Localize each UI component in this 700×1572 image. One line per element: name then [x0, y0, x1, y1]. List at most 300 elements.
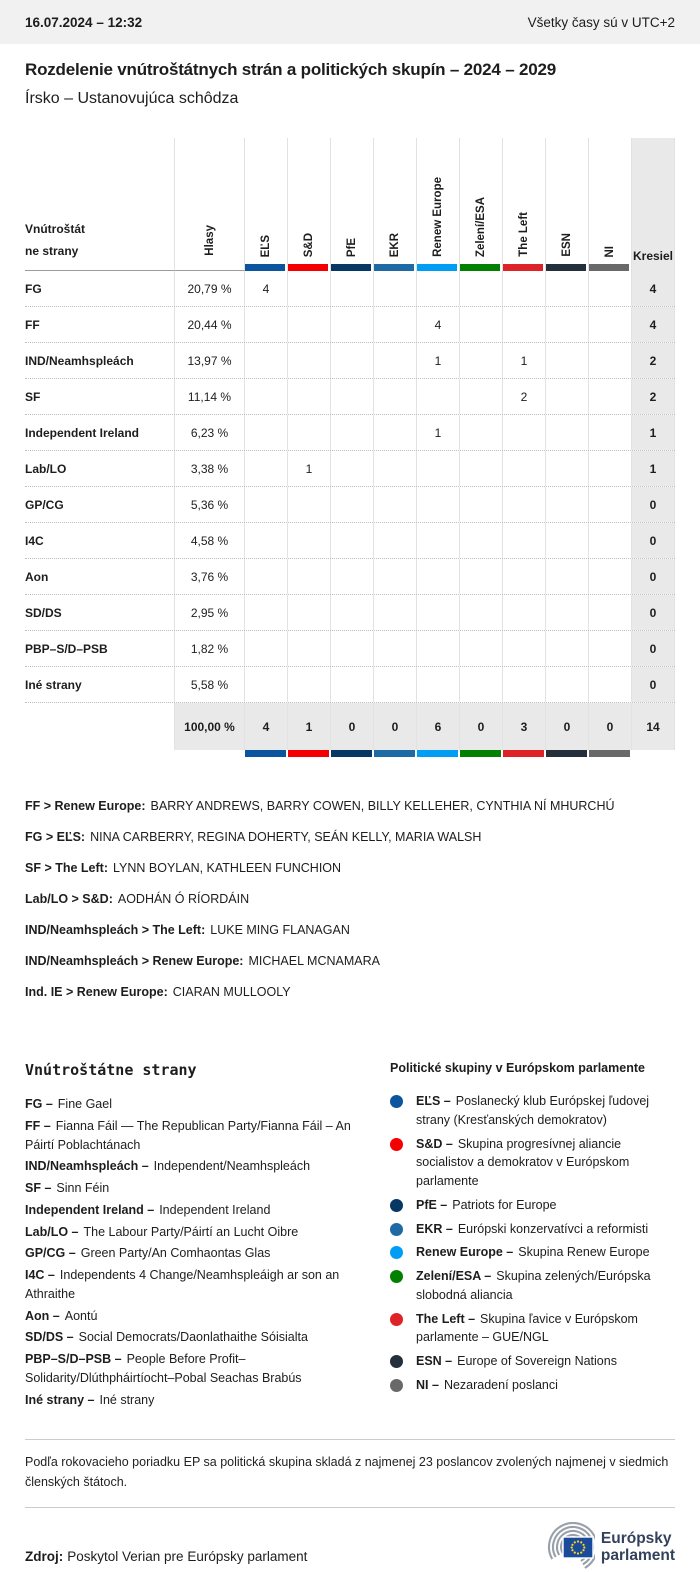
group-legend-text [416, 1092, 675, 1130]
group-color-swatch [546, 264, 586, 271]
group-code: Zelení/ESA – [416, 1269, 492, 1283]
party-column-header [25, 138, 175, 271]
group-column-header [331, 138, 374, 271]
party-code: FF – [25, 1118, 51, 1133]
party-cell: Aon [25, 559, 175, 594]
party-code: IND/Neamhspleách – [25, 1159, 149, 1174]
delegation-prefix: FG > EĽS: [25, 830, 86, 844]
seat-count-cell [546, 631, 589, 666]
group-color-bar-swatch [245, 750, 286, 757]
seat-count-cell [331, 343, 374, 378]
delegation-line [25, 830, 675, 844]
delegation-names: CIARAN MULLOOLY [172, 985, 291, 999]
group-fullname: Skupina ľavice v Európskom parlamente – GUE/NGL [416, 1311, 638, 1345]
seat-count-cell [546, 595, 589, 630]
seat-count-cell [288, 667, 331, 702]
group-color-bar [460, 750, 503, 757]
seat-count-cell: 4 [245, 271, 288, 306]
party-fullname: Fianna Fáil — The Republican Party/Fianna Fáil – An Páirtí Poblachtánach [25, 1118, 351, 1152]
seat-count-cell [245, 667, 288, 702]
table-body [25, 271, 675, 703]
seat-count-cell [245, 559, 288, 594]
group-color-bar [503, 750, 546, 757]
group-fullname: Skupina zelených/Európska slobodná aliancia [416, 1269, 651, 1302]
ep-logo-text [601, 1530, 675, 1564]
seat-count-cell [374, 379, 417, 414]
seat-count-cell [546, 307, 589, 342]
table-row [25, 487, 675, 523]
seat-count-cell [245, 523, 288, 558]
group-column-header [460, 138, 503, 271]
group-color-dot [390, 1355, 403, 1368]
group-column-header [589, 138, 632, 271]
party-code: Iné strany – [25, 1392, 95, 1407]
seats-column-header-label: Kresiel [632, 249, 674, 263]
seat-count-cell [374, 271, 417, 306]
group-color-swatch [417, 264, 457, 271]
seat-count-cell [503, 595, 546, 630]
seat-count-cell [503, 451, 546, 486]
source-text: Poskytol Verian pre Európsky parlament [67, 1549, 308, 1564]
party-cell: IND/Neamhspleách [25, 343, 175, 378]
party-code: SD/DS – [25, 1330, 74, 1345]
party-cell: Lab/LO [25, 451, 175, 486]
seat-count-cell [288, 523, 331, 558]
party-fullname: Social Democrats/Daonlathaithe Sóisialta [78, 1330, 308, 1345]
votes-cell: 11,14 % [175, 379, 245, 414]
seat-count-cell [288, 379, 331, 414]
group-color-bar-swatch [374, 750, 415, 757]
seat-count-cell [546, 415, 589, 450]
top-bar [0, 0, 700, 44]
party-legend-item [25, 1223, 370, 1242]
delegation-names: MICHAEL MCNAMARA [248, 954, 380, 968]
party-legend-item [25, 1201, 370, 1220]
delegation-prefix: FF > Renew Europe: [25, 799, 146, 813]
seat-count-cell [288, 415, 331, 450]
seat-count-cell [245, 307, 288, 342]
group-name-label: ESN [561, 233, 573, 257]
delegation-names: LYNN BOYLAN, KATHLEEN FUNCHION [113, 861, 342, 875]
group-color-bar-swatch [589, 750, 630, 757]
seat-count-cell [331, 595, 374, 630]
group-legend-text [416, 1310, 675, 1348]
page-title: Rozdelenie vnútroštátnych strán a politických skupín – 2024 – 2029 [25, 60, 556, 79]
party-fullname: Iné strany [99, 1392, 155, 1407]
group-name-label: EKR [389, 232, 401, 257]
votes-cell: 1,82 % [175, 631, 245, 666]
seat-count-cell [417, 487, 460, 522]
total-seats-cell: 1 [632, 415, 675, 450]
party-fullname: Fine Gael [57, 1097, 112, 1111]
group-legend-text [416, 1352, 617, 1371]
seat-count-cell [589, 307, 632, 342]
seat-count-cell [288, 559, 331, 594]
votes-cell: 6,23 % [175, 415, 245, 450]
seat-count-cell: 1 [417, 415, 460, 450]
party-fullname: People Before Profit–Solidarity/Dlúthpháirtíocht–Pobal Seachas Brabús [25, 1352, 302, 1385]
group-color-swatch [374, 264, 414, 271]
seat-count-cell: 2 [503, 379, 546, 414]
votes-cell: 13,97 % [175, 343, 245, 378]
seat-count-cell [546, 451, 589, 486]
seat-count-cell [546, 379, 589, 414]
votes-cell: 3,76 % [175, 559, 245, 594]
table-row [25, 271, 675, 307]
seat-count-cell: 4 [245, 703, 288, 750]
group-color-swatch [589, 264, 629, 271]
seat-count-cell [417, 523, 460, 558]
seat-count-cell [589, 451, 632, 486]
seat-count-cell: 1 [417, 343, 460, 378]
group-code: ESN – [416, 1354, 453, 1368]
seat-count-cell [503, 523, 546, 558]
group-fullname: Skupina progresívnej aliancie socialistov a demokratov v Európskom parlamente [416, 1136, 630, 1188]
group-color-dot [390, 1313, 403, 1326]
group-color-bar [374, 750, 417, 757]
seat-count-cell [245, 415, 288, 450]
table-total-row-slot [25, 703, 675, 750]
seat-count-cell [374, 595, 417, 630]
group-color-swatch [460, 264, 500, 271]
seat-count-cell [546, 667, 589, 702]
party-code: SF – [25, 1181, 52, 1195]
total-seats-cell: 0 [632, 667, 675, 702]
delegation-line [25, 892, 675, 906]
party-legend-item [25, 1391, 370, 1410]
group-column-header [417, 138, 460, 271]
table-row [25, 631, 675, 667]
group-color-bar [589, 750, 632, 757]
party-fullname: Independent Ireland [159, 1202, 271, 1217]
seat-count-cell [460, 631, 503, 666]
group-color-bar [245, 750, 288, 757]
seat-count-cell [460, 271, 503, 306]
party-legend-item [25, 1350, 370, 1388]
group-code: Renew Europe – [416, 1245, 514, 1260]
seat-count-cell: 6 [417, 703, 460, 750]
seat-count-cell [245, 379, 288, 414]
votes-cell: 5,58 % [175, 667, 245, 702]
party-legend-item [25, 1095, 370, 1114]
seat-count-cell [589, 595, 632, 630]
seat-count-cell: 4 [417, 307, 460, 342]
total-seats-cell: 0 [632, 487, 675, 522]
timezone-note: Všetky časy sú v UTC+2 [527, 14, 675, 30]
votes-cell: 20,44 % [175, 307, 245, 342]
seat-count-cell [374, 415, 417, 450]
seat-count-cell [546, 487, 589, 522]
seat-count-cell [245, 343, 288, 378]
party-code: GP/CG – [25, 1246, 76, 1261]
group-name-label: PfE [346, 237, 358, 257]
group-column-header [245, 138, 288, 271]
group-legend-item [390, 1310, 675, 1348]
seat-count-cell: 0 [546, 703, 589, 750]
group-fullname: Nezaradení poslanci [443, 1377, 558, 1392]
seat-count-cell [460, 343, 503, 378]
group-color-bar-swatch [417, 750, 458, 757]
group-code: S&D – [416, 1136, 453, 1151]
seat-count-cell [417, 271, 460, 306]
votes-cell: 5,36 % [175, 487, 245, 522]
party-cell: Iné strany [25, 667, 175, 702]
seat-count-cell [417, 631, 460, 666]
group-legend-item [390, 1376, 675, 1395]
delegation-line [25, 954, 675, 968]
seat-count-cell [245, 451, 288, 486]
group-column-header [288, 138, 331, 271]
seat-count-cell [589, 559, 632, 594]
group-column-header [503, 138, 546, 271]
party-cell: I4C [25, 523, 175, 558]
group-column-header [546, 138, 589, 271]
seat-count-cell [374, 523, 417, 558]
delegation-prefix: IND/Neamhspleách > Renew Europe: [25, 954, 244, 968]
group-fullname: Skupina Renew Europe [518, 1245, 650, 1260]
party-fullname: Independents 4 Change/Neamhspleáigh ar son an Athraithe [25, 1268, 340, 1301]
group-color-swatch [288, 264, 328, 271]
delegation-prefix: Lab/LO > S&D: [25, 892, 113, 906]
table-row [25, 595, 675, 631]
group-legend-item [390, 1243, 675, 1262]
seat-count-cell [460, 379, 503, 414]
ep-logo-line2: parlament [600, 1547, 675, 1564]
total-seats-cell: 0 [632, 523, 675, 558]
votes-cell: 100,00 % [175, 703, 245, 750]
party-cell: SD/DS [25, 595, 175, 630]
votes-cell: 20,79 % [175, 271, 245, 306]
ep-logo [529, 1522, 675, 1572]
seat-count-cell [288, 595, 331, 630]
delegation-line [25, 985, 675, 999]
delegation-names: BARRY ANDREWS, BARRY COWEN, BILLY KELLEHER, CYNTHIA NÍ MHURCHÚ [150, 799, 615, 813]
group-legend-item [390, 1352, 675, 1371]
seat-count-cell [417, 595, 460, 630]
seat-count-cell [589, 271, 632, 306]
group-name-label: EĽS [260, 234, 272, 257]
party-code: I4C – [25, 1268, 55, 1282]
group-legend-item [390, 1135, 675, 1191]
group-legend-text [416, 1267, 675, 1305]
seat-count-cell [589, 667, 632, 702]
seat-count-cell [503, 415, 546, 450]
seat-count-cell [288, 631, 331, 666]
table-row [25, 703, 675, 750]
seat-count-cell [331, 379, 374, 414]
table-row [25, 559, 675, 595]
ep-hemicycle-icon [529, 1522, 595, 1572]
group-color-dot [390, 1138, 403, 1151]
seat-count-cell [374, 451, 417, 486]
eu-flag-icon [563, 1537, 593, 1558]
group-fullname: Patriots for Europe [452, 1197, 557, 1212]
seat-count-cell [460, 559, 503, 594]
seat-count-cell [245, 487, 288, 522]
group-color-bar-swatch [288, 750, 329, 757]
seat-count-cell [460, 595, 503, 630]
group-color-bar-swatch [503, 750, 544, 757]
group-legend-text [416, 1376, 558, 1395]
group-color-bar [546, 750, 589, 757]
group-legend-heading: Politické skupiny v Európskom parlamente [390, 1061, 645, 1075]
footnote: Podľa rokovacieho poriadku EP sa politická skupina skladá z najmenej 23 poslancov zvolených najmenej v siedmich členských štátoch. [25, 1439, 675, 1508]
delegation-prefix: SF > The Left: [25, 861, 108, 875]
seat-count-cell: 0 [331, 703, 374, 750]
seat-count-cell: 0 [374, 703, 417, 750]
table-row [25, 451, 675, 487]
party-code: Lab/LO – [25, 1224, 79, 1239]
party-column-header-label: Vnútroštátne strany [25, 222, 85, 258]
total-seats-cell: 4 [632, 307, 675, 342]
table-row [25, 667, 675, 703]
seat-count-cell [245, 595, 288, 630]
group-code: EKR – [416, 1221, 453, 1236]
group-legend [390, 1061, 675, 1412]
seat-count-cell [546, 523, 589, 558]
group-color-bar [417, 750, 460, 757]
group-color-bar [288, 750, 331, 757]
seat-count-cell [374, 631, 417, 666]
delegation-line [25, 861, 675, 875]
votes-cell: 3,38 % [175, 451, 245, 486]
seat-count-cell [546, 559, 589, 594]
delegation-line [25, 799, 675, 813]
party-cell: FG [25, 271, 175, 306]
seat-count-cell: 1 [503, 343, 546, 378]
group-color-bar-swatch [460, 750, 501, 757]
total-seats-cell: 0 [632, 631, 675, 666]
table-row [25, 523, 675, 559]
seat-count-cell [374, 343, 417, 378]
party-legend-item [25, 1157, 370, 1176]
group-legend-item [390, 1220, 675, 1239]
total-seats-cell: 1 [632, 451, 675, 486]
seat-count-cell [546, 271, 589, 306]
votes-cell: 4,58 % [175, 523, 245, 558]
seat-count-cell: 0 [460, 703, 503, 750]
party-cell: GP/CG [25, 487, 175, 522]
group-code: PfE – [416, 1197, 448, 1212]
seat-count-cell [460, 451, 503, 486]
seat-count-cell [503, 667, 546, 702]
group-name-label: The Left [518, 212, 530, 257]
group-color-swatch [331, 264, 371, 271]
report-datetime: 16.07.2024 – 12:32 [25, 14, 143, 30]
seat-count-cell [417, 379, 460, 414]
delegation-names: LUKE MING FLANAGAN [210, 923, 350, 937]
group-color-bar-swatch [546, 750, 587, 757]
group-color-bar [331, 750, 374, 757]
party-legend-item [25, 1266, 370, 1304]
delegation-line [25, 923, 675, 937]
table-row [25, 343, 675, 379]
legends [25, 1061, 675, 1412]
party-code: Aon – [25, 1308, 60, 1323]
group-name-label: NI [604, 245, 616, 257]
party-fullname: The Labour Party/Páirtí an Lucht Oibre [83, 1224, 299, 1239]
group-color-dot [390, 1223, 403, 1236]
group-legend-items [390, 1092, 675, 1395]
seat-count-cell [288, 307, 331, 342]
group-legend-item [390, 1267, 675, 1305]
group-column-header [374, 138, 417, 271]
group-color-bar-swatch [331, 750, 372, 757]
seat-count-cell [331, 307, 374, 342]
table-row [25, 307, 675, 343]
seats-column-header [632, 138, 675, 271]
party-legend-item [25, 1244, 370, 1263]
delegation-names: NINA CARBERRY, REGINA DOHERTY, SEÁN KELLY, MARIA WALSH [90, 830, 482, 844]
party-cell [25, 703, 175, 750]
seat-count-cell [288, 271, 331, 306]
party-code: FG – [25, 1097, 53, 1111]
votes-column-header-label: Hlasy [203, 225, 216, 256]
group-legend-text [416, 1196, 556, 1215]
seat-count-cell [589, 523, 632, 558]
delegation-prefix: IND/Neamhspleách > The Left: [25, 923, 206, 937]
seat-count-cell [460, 415, 503, 450]
group-code: The Left – [416, 1311, 476, 1326]
group-fullname: Europe of Sovereign Nations [457, 1354, 617, 1368]
seat-count-cell: 3 [503, 703, 546, 750]
total-seats-cell: 4 [632, 271, 675, 306]
total-seats-cell: 0 [632, 559, 675, 594]
seat-count-cell [460, 487, 503, 522]
seat-count-cell [331, 451, 374, 486]
seat-count-cell [546, 343, 589, 378]
group-legend-text [416, 1220, 648, 1239]
seat-count-cell [460, 307, 503, 342]
seat-count-cell [331, 487, 374, 522]
party-code: Independent Ireland – [25, 1202, 155, 1217]
seat-count-cell [331, 523, 374, 558]
group-name-label: Renew Europe [432, 177, 444, 257]
group-legend-item [390, 1196, 675, 1215]
group-color-dot [390, 1199, 403, 1212]
seat-count-cell [503, 559, 546, 594]
group-code: NI – [416, 1377, 439, 1392]
group-color-dot [390, 1095, 403, 1108]
party-cell: SF [25, 379, 175, 414]
source-label: Zdroj: [25, 1549, 64, 1564]
ep-logo-line1: Európsky [600, 1529, 672, 1547]
party-fullname: Sinn Féin [56, 1181, 110, 1195]
total-seats-cell: 14 [632, 703, 675, 750]
seat-count-cell [589, 343, 632, 378]
party-legend-item [25, 1117, 370, 1155]
group-color-dot [390, 1379, 403, 1392]
seat-count-cell: 0 [589, 703, 632, 750]
seat-count-cell [589, 631, 632, 666]
party-fullname: Aontú [64, 1308, 98, 1323]
group-color-dot [390, 1246, 403, 1259]
table-row [25, 379, 675, 415]
group-name-label: Zelení/ESA [475, 196, 487, 257]
seat-count-cell [374, 487, 417, 522]
page-subtitle: Írsko – Ustanovujúca schôdza [25, 90, 239, 107]
total-seats-cell: 0 [632, 595, 675, 630]
seat-count-cell [374, 559, 417, 594]
votes-column-header [175, 138, 245, 271]
party-cell: Independent Ireland [25, 415, 175, 450]
party-legend-heading: Vnútroštátne strany [25, 1061, 197, 1079]
seat-count-cell [503, 487, 546, 522]
party-legend [25, 1061, 390, 1412]
seat-count-cell [331, 415, 374, 450]
party-cell: FF [25, 307, 175, 342]
seat-count-cell [331, 559, 374, 594]
